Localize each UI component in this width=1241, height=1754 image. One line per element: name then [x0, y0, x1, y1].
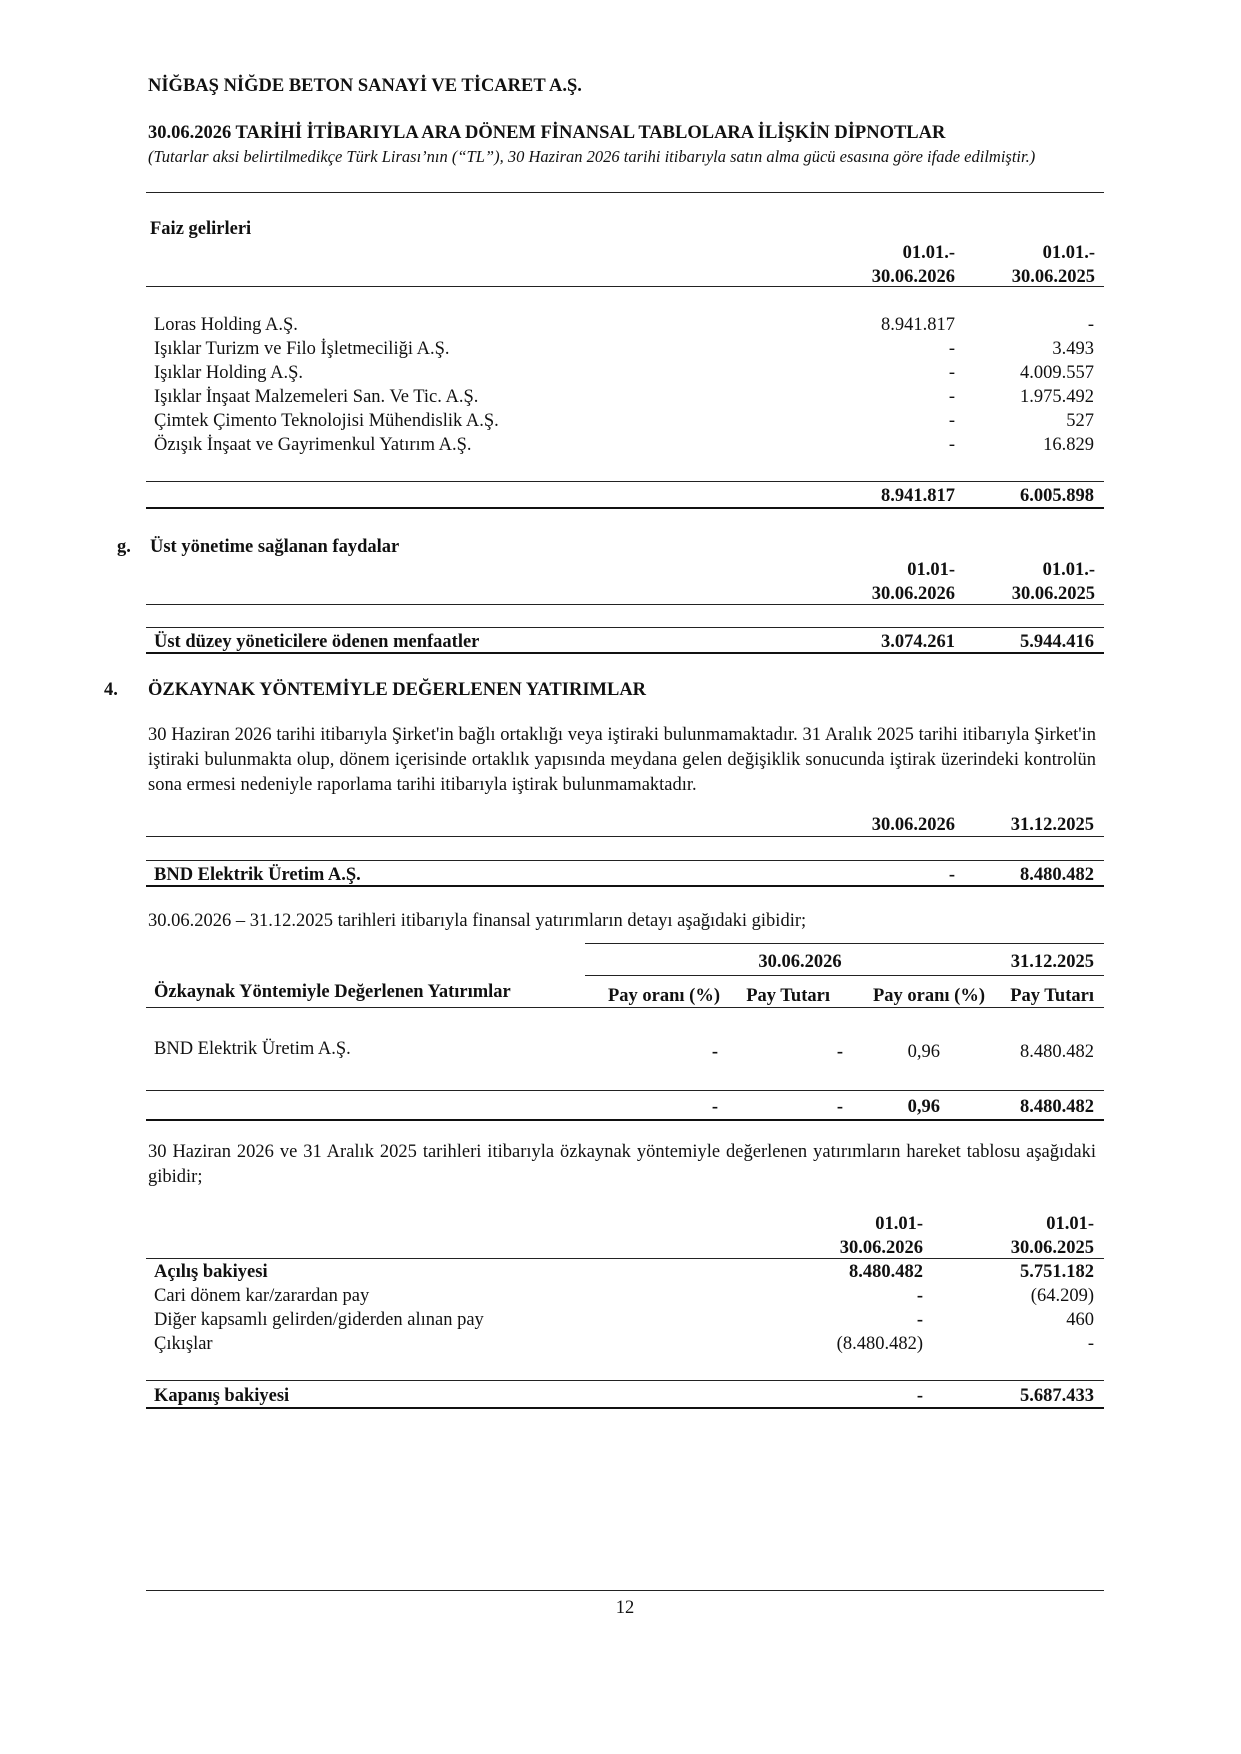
document-subtitle: (Tutarlar aksi belirtilmedikçe Türk Lirası’nın (“TL”), 30 Haziran 2026 tarihi itibarıyla satın alma gücü esasına göre ifade edilmiştir.)	[148, 147, 1036, 166]
t2-total-v3: 0,96	[907, 1097, 940, 1117]
t2-period2: 31.12.2025	[1010, 952, 1094, 972]
table-row: Cari dönem kar/zarardan pay - (64.209)	[154, 1286, 1094, 1306]
t3-closing-v1: -	[916, 1386, 923, 1406]
t3-col2-header: 01.01- 30.06.2025	[1010, 1214, 1094, 1258]
section-title: ÖZKAYNAK YÖNTEMİYLE DEĞERLENEN YATIRIMLAR	[148, 680, 647, 700]
section-paragraph: 30 Haziran 2026 tarihi itibarıyla Şirket'in bağlı ortaklığı veya iştiraki bulunmamaktadır. 31 Aralık 2025 tarihi itibarıyla Şirket'in iştiraki bulunmakta olup, dönem içerisinde ortaklık yapısında meydana gelen değişiklik sonucunda iştirak üzerindeki kontrolün sona ermesi nedeniyle raporlama tarihi itibarıyla iştirak bulunmamaktadır.	[148, 725, 1096, 795]
ust-row-label: Üst düzey yöneticilere ödenen menfaatler	[154, 632, 480, 652]
company-name: NİĞBAŞ NİĞDE BETON SANAYİ VE TİCARET A.Ş.	[148, 76, 582, 96]
faiz-total-rule-top	[146, 481, 1104, 482]
t2-row-label: BND Elektrik Üretim A.Ş.	[154, 1039, 351, 1059]
table-row: Açılış bakiyesi 8.480.482 5.751.182	[154, 1262, 1094, 1282]
t2-row-v2: -	[836, 1042, 843, 1062]
faiz-total-2: 6.005.898	[1020, 486, 1094, 506]
t1-row-v1: -	[948, 865, 955, 885]
t2-sub-1: Pay oranı (%)	[607, 986, 720, 1006]
t3-total-rule-bottom	[146, 1407, 1104, 1409]
table-row: Özışık İnşaat ve Gayrimenkul Yatırım A.Ş. - 16.829	[154, 435, 1094, 455]
t2-row-v3: 0,96	[907, 1042, 940, 1062]
t2-row-v4: 8.480.482	[1020, 1042, 1094, 1062]
table-row: Diğer kapsamlı gelirden/giderden alınan pay - 460	[154, 1310, 1094, 1330]
faiz-total-1: 8.941.817	[881, 486, 955, 506]
section-letter-g: g.	[117, 537, 131, 557]
t3-rows	[154, 1260, 1094, 1356]
t2-header-rule	[146, 1007, 1104, 1008]
ust-header-rule	[146, 604, 1104, 605]
detail-intro: 30.06.2026 – 31.12.2025 tarihleri itibarıyla finansal yatırımların detayı aşağıdaki gibidir;	[148, 911, 807, 931]
t2-mid-rule	[585, 975, 1104, 976]
t2-total-rule-top	[146, 1090, 1104, 1091]
table-row: Işıklar Holding A.Ş. - 4.009.557	[154, 363, 1094, 383]
t2-sub-3: Pay oranı (%)	[872, 986, 985, 1006]
t2-sub-2: Pay Tutarı	[746, 986, 830, 1006]
ust-row-v1: 3.074.261	[881, 632, 955, 652]
t3-col1-header: 01.01- 30.06.2026	[839, 1214, 923, 1258]
t1-row-v2: 8.480.482	[1020, 865, 1094, 885]
table-row: Çimtek Çimento Teknolojisi Mühendislik A.Ş. - 527	[154, 411, 1094, 431]
t3-closing-v2: 5.687.433	[1020, 1386, 1094, 1406]
page-number: 12	[615, 1598, 635, 1618]
table-row: Loras Holding A.Ş. 8.941.817 -	[154, 315, 1094, 335]
footer-rule	[146, 1590, 1104, 1591]
ust-row-rule-bottom	[146, 652, 1104, 654]
ust-title: Üst yönetime sağlanan faydalar	[150, 537, 400, 557]
table-row: Işıklar İnşaat Malzemeleri San. Ve Tic. A.Ş. - 1.975.492	[154, 387, 1094, 407]
document-title: 30.06.2026 TARİHİ İTİBARIYLA ARA DÖNEM FİNANSAL TABLOLARA İLİŞKİN DİPNOTLAR	[148, 123, 946, 143]
faiz-rows	[154, 313, 1094, 457]
table-row: Çıkışlar (8.480.482) -	[154, 1334, 1094, 1354]
t3-total-rule-top	[146, 1380, 1104, 1381]
t2-total-v4: 8.480.482	[1020, 1097, 1094, 1117]
t1-row-rule-bottom	[146, 885, 1104, 887]
t1-col2-header: 31.12.2025	[1010, 815, 1094, 835]
table-row: Işıklar Turizm ve Filo İşletmeciliği A.Ş. - 3.493	[154, 339, 1094, 359]
ust-row-v2: 5.944.416	[1020, 632, 1094, 652]
t2-sub-4: Pay Tutarı	[1010, 986, 1094, 1006]
section-number: 4.	[104, 680, 118, 700]
t1-row-label: BND Elektrik Üretim A.Ş.	[154, 865, 361, 885]
ust-col2-header: 01.01.- 30.06.2025	[1011, 560, 1095, 604]
t2-period1: 30.06.2026	[758, 952, 842, 972]
t1-col1-header: 30.06.2026	[871, 815, 955, 835]
faiz-col2-header: 01.01.- 30.06.2025	[1011, 243, 1095, 287]
t3-closing-label: Kapanış bakiyesi	[154, 1386, 290, 1406]
header-rule	[146, 192, 1104, 193]
faiz-title: Faiz gelirleri	[150, 219, 252, 239]
faiz-total-rule-bottom	[146, 507, 1104, 509]
t1-header-rule	[146, 836, 1104, 837]
faiz-col1-header: 01.01.- 30.06.2026	[871, 243, 955, 287]
ust-col1-header: 01.01- 30.06.2026	[871, 560, 955, 604]
ust-row-rule-top	[146, 627, 1104, 628]
t2-total-v2: -	[836, 1097, 843, 1117]
t2-row-header: Özkaynak Yöntemiyle Değerlenen Yatırımlar	[154, 982, 511, 1002]
movement-intro: 30 Haziran 2026 ve 31 Aralık 2025 tarihleri itibarıyla özkaynak yöntemiyle değerlenen yatırımların hareket tablosu aşağıdaki gibidir;	[148, 1142, 1096, 1187]
t1-row-rule-top	[146, 860, 1104, 861]
t3-header-rule	[146, 1258, 1104, 1259]
t2-row-v1: -	[711, 1042, 718, 1062]
t2-total-rule-bottom	[146, 1119, 1104, 1121]
faiz-header-rule	[146, 286, 1104, 287]
t2-total-v1: -	[711, 1097, 718, 1117]
t2-top-rule	[585, 943, 1104, 944]
